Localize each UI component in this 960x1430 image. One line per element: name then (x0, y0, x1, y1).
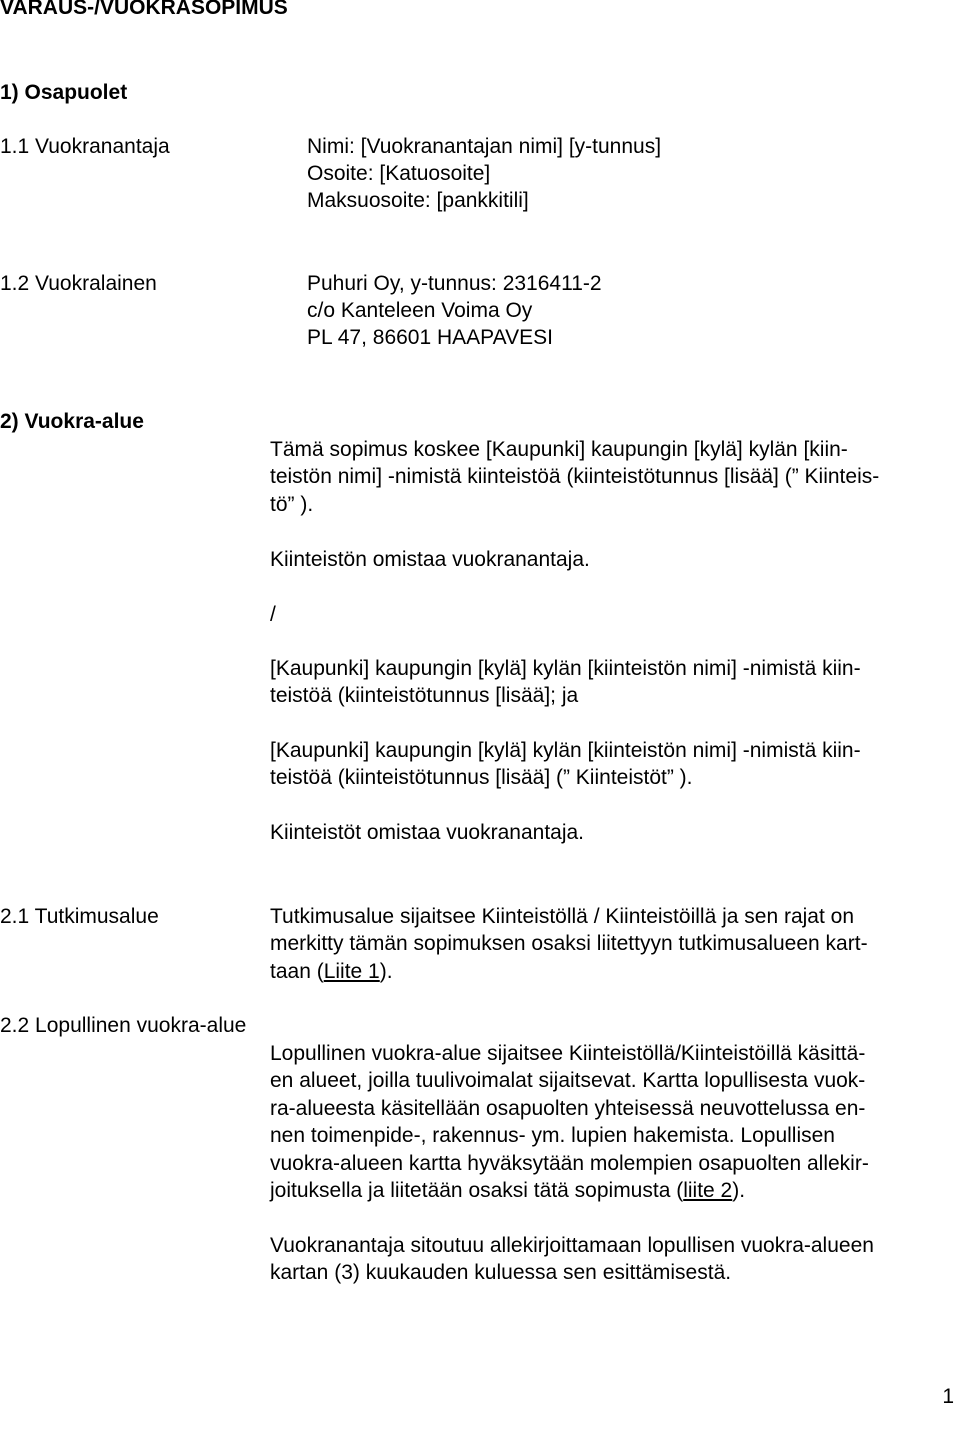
text-fragment: taan ( (270, 959, 324, 983)
lessor-address: Osoite: [Katuosoite] (307, 162, 491, 185)
lessee-po-box: PL 47, 86601 HAAPAVESI (307, 326, 553, 349)
section-1-heading: 1) Osapuolet (0, 81, 128, 104)
paragraph-line: nen toimenpide-, rakennus- ym. lupien hakemista. Lopullisen (270, 1124, 835, 1148)
multi-property-paragraph-2 (270, 737, 861, 792)
section-2-heading: 2) Vuokra-alue (0, 410, 144, 433)
text-fragment: ). (732, 1179, 746, 1203)
owner-plural-statement: Kiinteistöt omistaa vuokranantaja. (270, 821, 585, 844)
alternative-separator: / (270, 603, 276, 626)
final-lease-area-label: 2.2 Lopullinen vuokra-alue (0, 1014, 247, 1037)
paragraph-line: kartan (3) kuukauden kuluessa sen esittämisestä. (270, 1261, 732, 1285)
paragraph-line: teistön nimi] -nimistä kiinteistöä (kiinteistötunnus [lisää] (” Kiinteis- (270, 465, 880, 489)
document-title: VARAUS-/VUOKRASOPIMUS (0, 0, 288, 19)
paragraph-line (270, 958, 868, 985)
paragraph-line: vuokra-alueen kartta hyväksytään molempien osapuolten allekir- (270, 1151, 869, 1175)
appendix-2-link[interactable]: liite 2 (683, 1179, 733, 1203)
lessee-label: 1.2 Vuokralainen (0, 272, 157, 295)
paragraph-line: en alueet, joilla tuulivoimalat sijaitsevat. Kartta lopullisesta vuok- (270, 1069, 866, 1093)
text-fragment: ). (379, 959, 393, 983)
lessor-label: 1.1 Vuokranantaja (0, 135, 170, 158)
lessee-name: Puhuri Oy, y-tunnus: 2316411-2 (307, 272, 602, 295)
signing-commitment-paragraph (270, 1232, 874, 1287)
page-number: 1 (942, 1385, 954, 1408)
paragraph-line: merkitty tämän sopimuksen osaksi liitettyyn tutkimusalueen kart- (270, 932, 868, 956)
lessor-payment-address: Maksuosoite: [pankkitili] (307, 189, 529, 212)
research-area-label: 2.1 Tutkimusalue (0, 905, 159, 928)
paragraph-line: tö” ). (270, 492, 314, 516)
final-lease-area-paragraph (270, 1040, 869, 1204)
paragraph-line: [Kaupunki] kaupungin [kylä] kylän [kiinteistön nimi] -nimistä kiin- (270, 657, 861, 680)
paragraph-line: [Kaupunki] kaupungin [kylä] kylän [kiinteistön nimi] -nimistä kiin- (270, 739, 861, 762)
paragraph-line: Tämä sopimus koskee [Kaupunki] kaupungin [kylä] kylän [kiin- (270, 438, 848, 461)
paragraph-line: Tutkimusalue sijaitsee Kiinteistöllä / Kiinteistöillä ja sen rajat on (270, 905, 855, 928)
appendix-1-link[interactable]: Liite 1 (323, 959, 380, 983)
owner-single-statement: Kiinteistön omistaa vuokranantaja. (270, 548, 590, 571)
research-area-paragraph (270, 903, 868, 985)
lessor-name: Nimi: [Vuokranantajan nimi] [y-tunnus] (307, 135, 662, 158)
paragraph-line: Lopullinen vuokra-alue sijaitsee Kiinteistöllä/Kiinteistöillä käsittä- (270, 1042, 866, 1065)
paragraph-line: Vuokranantaja sitoutuu allekirjoittamaan lopullisen vuokra-alueen (270, 1234, 874, 1257)
single-property-paragraph (270, 436, 879, 518)
lessee-co: c/o Kanteleen Voima Oy (307, 299, 533, 322)
text-fragment: joituksella ja liitetään osaksi tätä sopimusta ( (270, 1179, 684, 1203)
paragraph-line: teistöä (kiinteistötunnus [lisää] (” Kiinteistöt” ). (270, 766, 693, 790)
paragraph-line: ra-alueesta käsitellään osapuolten yhteisessä neuvottelussa en- (270, 1096, 866, 1120)
paragraph-line: teistöä (kiinteistötunnus [lisää]; ja (270, 684, 579, 708)
multi-property-paragraph-1 (270, 655, 861, 710)
paragraph-line (270, 1177, 869, 1204)
